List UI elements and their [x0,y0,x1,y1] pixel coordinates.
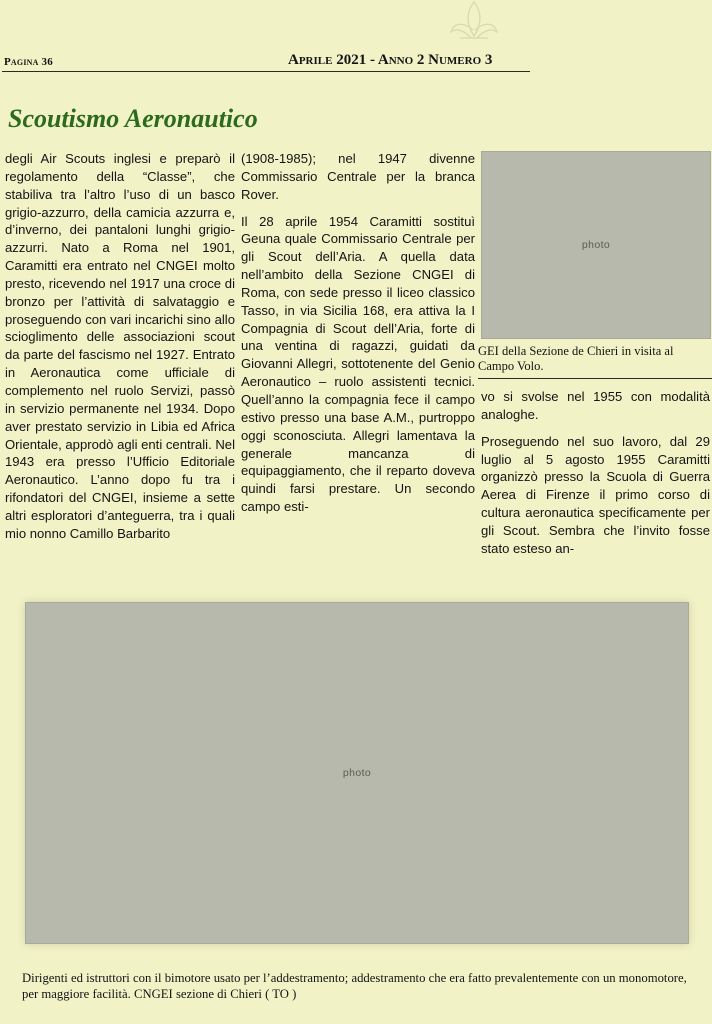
paragraph: Proseguendo nel suo lavoro, dal 29 luglio al 5 agosto 1955 Caramitti organizzò presso la Scuola di Guerra Aerea di Firenze il primo corso di cultura aeronautica specificamente per gli Scout. Sembra che l’invito fosse stato esteso an- [481,433,710,556]
article-column-3 [481,388,710,558]
photo-caption-bottom: Dirigenti ed istruttori con il bimotore usato per l’addestramento; addestramento che era fatto prevalentemente con un monomotore, per maggiore facilità. CNGEI sezione di Chieri ( TO ) [22,971,687,1001]
photo-placeholder-label: photo [581,239,611,251]
article-column-1 [5,150,235,543]
article-title: Scoutismo Aeronautico [8,104,258,133]
caption-divider [478,378,712,379]
paragraph: (1908-1985); nel 1947 divenne Commissario Centrale per la branca Rover. [241,151,475,202]
issue-info: Aprile 2021 - Anno 2 Numero 3 [288,52,493,68]
article-column-2 [241,150,475,516]
paragraph: degli Air Scouts inglesi e preparò il regolamento della “Classe”, che stabiliva tra l’altro l’uso di un basco grigio-azzurro, della camicia azzurra e, d’inverno, dei pantaloni lunghi grigio-azzurri. Nato a Roma nel 1901, Caramitti era entrato nel CNGEI molto presto, ricevendo nel 1917 una croce di bronzo per l’attività di salvataggio e proseguendo con vari incarichi sino allo scioglimento delle associazioni scout da parte del fascismo nel 1927. Entrato in Aeronautica come ufficiale di complemento nel ruolo Servizi, passò in servizio permanente nel 1934. Dopo aver prestato servizio in Libia ed Africa Orientale, approdò agli enti centrali. Nel 1943 era presso l’Ufficio Editoriale Aeronautico. L’anno dopo fu tra i rifondatori del CNGEI, insieme a sette altri esploratori d’anteguerra, tra i quali mio nonno Camillo Barbarito [5,151,235,541]
photo-caption-top: GEI della Sezione de Chieri in visita al Campo Volo. [478,344,674,373]
scout-group-photo [481,151,711,339]
paragraph: Il 28 aprile 1954 Caramitti sostituì Geuna quale Commissario Centrale per gli Scout dell’Aria. A quella data nell’ambito della Sezione CNGEI di Roma, con sede presso il liceo classico Tasso, in via Sicilia 168, era attiva la I Compagnia di Scout dell’Aria, forte di una ventina di ragazzi, guidati da Giovanni Allegri, sottotenente del Genio Aeronautico – ruolo assistenti tecnici. Quell’anno la compagnia fece il campo estivo presso una base A.M., purtroppo oggi sconosciuta. Allegri lamentava la generale mancanza di equipaggiamento, che il reparto doveva quindi farsi prestare. Un secondo campo esti- [241,213,475,515]
page-number: Pagina 36 [4,56,53,68]
photo-placeholder-label: photo [342,767,372,779]
airfield-group-photo [25,602,689,944]
fleur-de-lis-watermark-icon [446,0,502,46]
header-divider [2,71,530,72]
paragraph: vo si svolse nel 1955 con modalità analoghe. [481,389,710,422]
